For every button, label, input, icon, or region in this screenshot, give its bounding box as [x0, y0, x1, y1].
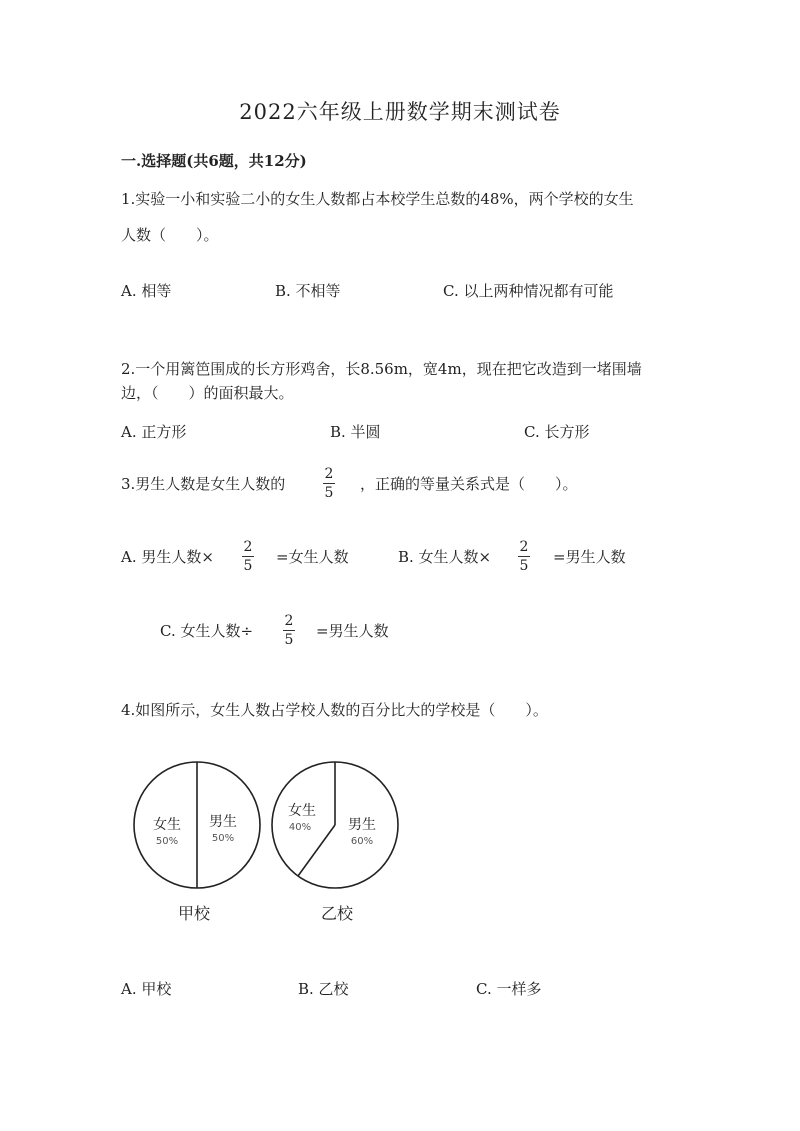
fraction-numerator: 2	[243, 539, 253, 555]
q3-stem-part1: 3.男生人数是女生人数的	[121, 475, 286, 493]
q2-option-c[interactable]: C. 长方形	[524, 423, 590, 441]
q3-option-b-fraction	[516, 539, 532, 574]
q3-option-a-part1[interactable]: A. 男生人数×	[121, 548, 214, 566]
fraction-denominator: 5	[243, 558, 253, 574]
school-b-girls-label: 女生	[288, 803, 316, 819]
q2-option-b[interactable]: B. 半圆	[330, 423, 381, 441]
school-a-name: 甲校	[177, 904, 211, 923]
fraction-numerator: 2	[284, 613, 294, 629]
fraction-bar	[518, 556, 530, 557]
q4-option-a[interactable]: A. 甲校	[121, 980, 172, 998]
q3-option-b-part2[interactable]: =男生人数	[553, 548, 626, 566]
school-b-boys-pct: 60%	[350, 836, 374, 847]
q2-option-a[interactable]: A. 正方形	[121, 423, 187, 441]
q1-option-c[interactable]: C. 以上两种情况都有可能	[443, 282, 614, 300]
q3-option-a-part2[interactable]: =女生人数	[276, 548, 349, 566]
school-b-girls-pct: 40%	[288, 822, 312, 833]
q3-stem-part2: ，正确的等量关系式是（ ）。	[360, 475, 578, 493]
fraction-denominator: 5	[284, 632, 294, 648]
q3-option-c-fraction	[281, 613, 297, 648]
q1-option-a[interactable]: A. 相等	[121, 282, 172, 300]
school-b-boys-label: 男生	[348, 817, 376, 833]
q4-option-c[interactable]: C. 一样多	[476, 980, 542, 998]
q3-option-b-part1[interactable]: B. 女生人数×	[398, 548, 492, 566]
q1-stem-line2: 人数（ ）。	[121, 226, 219, 244]
fraction-denominator: 5	[519, 558, 529, 574]
school-a-girls-pct: 50%	[155, 836, 179, 847]
q2-stem-line1: 2.一个用篱笆围成的长方形鸡舍，长8.56m，宽4m，现在把它改造到一堵围墙	[121, 360, 642, 378]
q3-option-a-fraction	[240, 539, 256, 574]
q4-stem: 4.如图所示，女生人数占学校人数的百分比大的学校是（ ）。	[121, 701, 548, 719]
q2-stem-line2: 边，（ ）的面积最大。	[121, 384, 294, 402]
fraction-bar	[283, 630, 295, 631]
fraction-numerator: 2	[519, 539, 529, 555]
section-heading: 一.选择题(共6题，共12分)	[121, 152, 307, 170]
pie-charts-figure	[125, 755, 405, 935]
school-a-boys-label: 男生	[209, 814, 237, 830]
school-b-name: 乙校	[320, 904, 354, 923]
school-a-boys-pct: 50%	[211, 833, 235, 844]
q3-option-c-part1[interactable]: C. 女生人数÷	[160, 622, 254, 640]
fraction-bar	[242, 556, 254, 557]
q3-stem-fraction	[321, 466, 337, 501]
q3-option-c-part2[interactable]: =男生人数	[316, 622, 389, 640]
q4-option-b[interactable]: B. 乙校	[298, 980, 349, 998]
school-a-girls-label: 女生	[153, 817, 181, 833]
q1-stem-line1: 1.实验一小和实验二小的女生人数都占本校学生总数的48%，两个学校的女生	[121, 190, 634, 208]
q1-option-b[interactable]: B. 不相等	[275, 282, 341, 300]
page-title: 2022六年级上册数学期末测试卷	[239, 100, 561, 124]
fraction-denominator: 5	[324, 485, 334, 501]
fraction-numerator: 2	[324, 466, 334, 482]
fraction-bar	[323, 483, 335, 484]
